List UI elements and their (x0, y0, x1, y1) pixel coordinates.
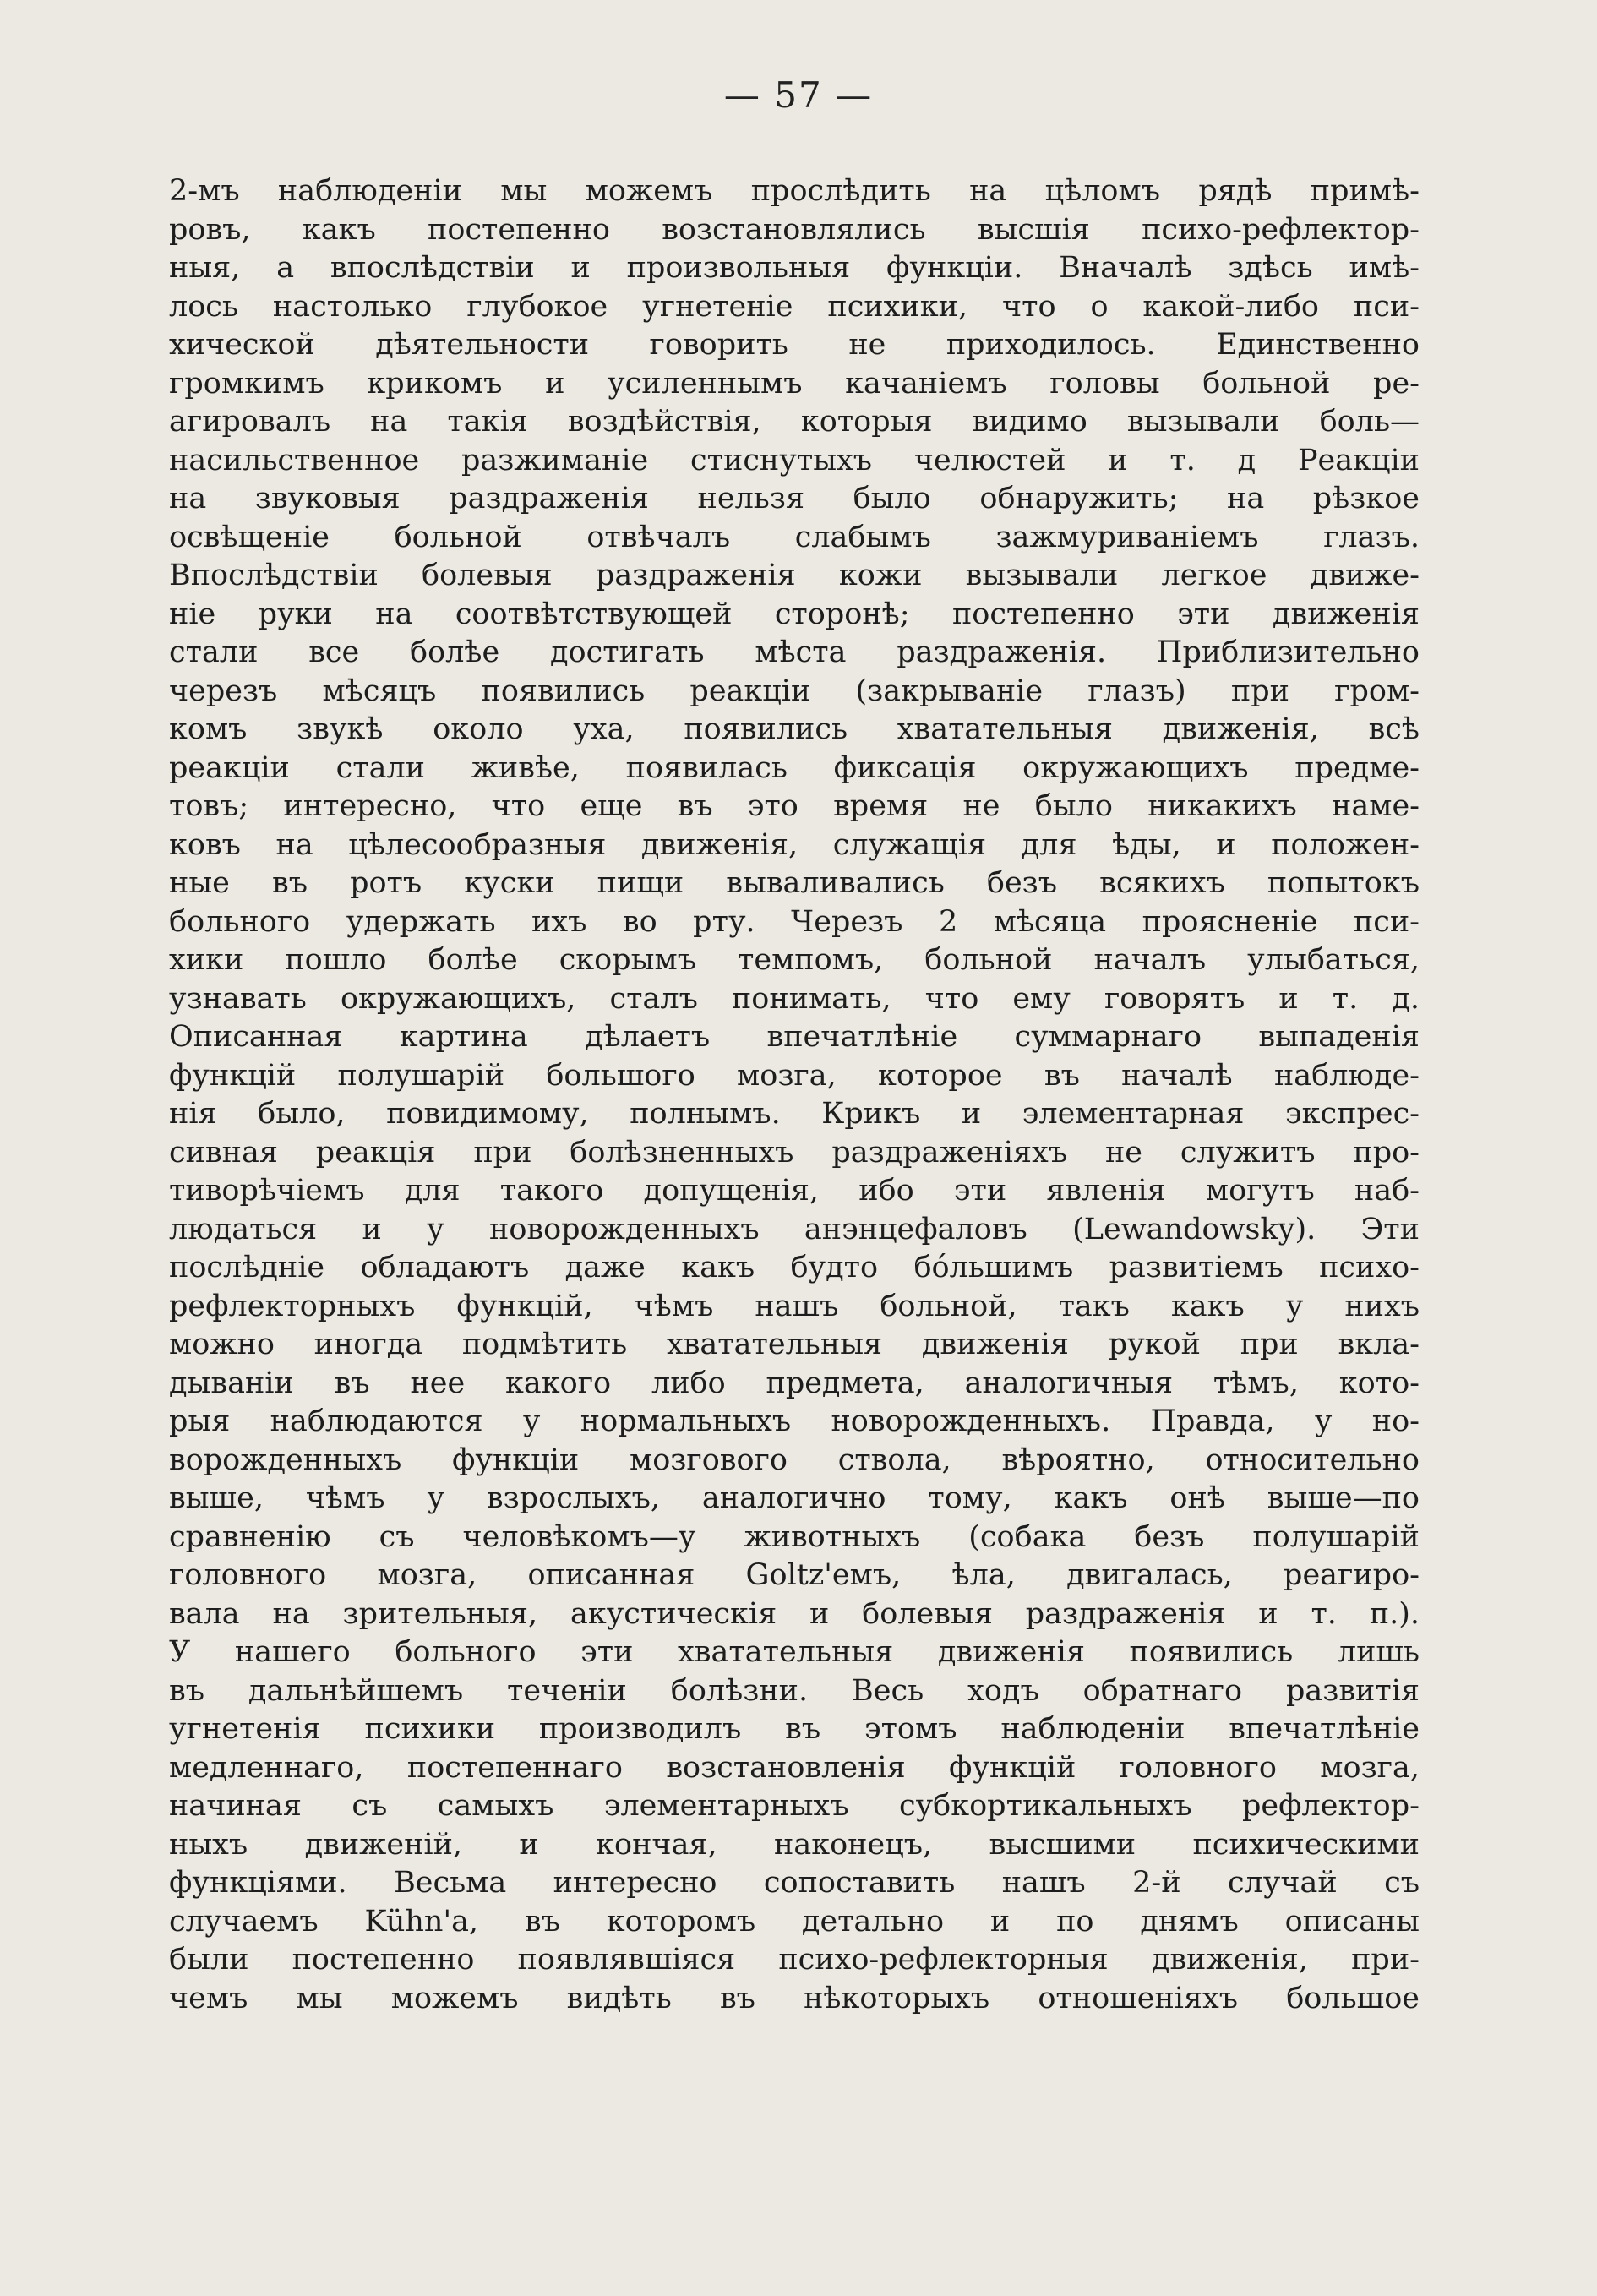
text-line: ныя, а впослѣдствіи и произвольныя функціи. Вначалѣ здѣсь имѣ- (169, 251, 1420, 285)
text-line: случаемъ Kühn'а, въ которомъ детально и по днямъ описаны (169, 1904, 1420, 1939)
text-line: вала на зрительныя, акустическія и болевыя раздраженія и т. п.). (169, 1596, 1420, 1631)
text-line: черезъ мѣсяцъ появились реакціи (закрываніе глазъ) при гром- (169, 674, 1420, 708)
page-number: — 57 — (723, 74, 874, 116)
text-line: хической дѣятельности говорить не приходилось. Единственно (169, 328, 1420, 362)
text-line: нія было, повидимому, полнымъ. Крикъ и элементарная экспрес- (169, 1097, 1420, 1131)
body-text (169, 172, 1420, 2018)
text-line: функціями. Весьма интересно сопоставить нашъ 2-й случай съ (169, 1866, 1420, 1900)
text-line: головного мозга, описанная Goltz'емъ, ѣла, двигалась, реагиро- (169, 1558, 1420, 1592)
text-line: послѣдніе обладаютъ даже какъ будто бо́льшимъ развитіемъ психо- (169, 1251, 1420, 1284)
text-line: сивная реакція при болѣзненныхъ раздраженіяхъ не служитъ про- (169, 1135, 1420, 1170)
text-line: ныхъ движеній, и кончая, наконецъ, высшими психическими (169, 1827, 1420, 1862)
text-line: комъ звукѣ около уха, появились хватательныя движенія, всѣ (169, 712, 1420, 746)
text-line: медленнаго, постепеннаго возстановленія функцій головного мозга, (169, 1750, 1420, 1785)
text-line: на звуковыя раздраженія нельзя было обнаружить; на рѣзкое (169, 482, 1420, 515)
text-line: стали все болѣе достигать мѣста раздраженія. Приблизительно (169, 635, 1420, 669)
text-line: Описанная картина дѣлаетъ впечатлѣніе суммарнаго выпаденія (169, 1020, 1420, 1054)
text-line: можно иногда подмѣтить хватательныя движенія рукой при вкла- (169, 1328, 1420, 1361)
text-line: были постепенно появлявшіяся психо-рефлекторныя движенія, при- (169, 1943, 1420, 1977)
text-line: людаться и у новорожденныхъ анэнцефаловъ (Lewandowsky). Эти (169, 1212, 1420, 1246)
text-line: функцій полушарій большого мозга, которое въ началѣ наблюде- (169, 1058, 1420, 1093)
text-line: 2-мъ наблюденіи мы можемъ прослѣдить на цѣломъ рядѣ примѣ- (169, 174, 1420, 208)
text-line: ворожденныхъ функціи мозгового ствола, вѣроятно, относительно (169, 1442, 1420, 1477)
text-line: реакціи стали живѣе, появилась фиксація окружающихъ предме- (169, 750, 1420, 785)
text-line: дываніи въ нее какого либо предмета, аналогичныя тѣмъ, кото- (169, 1366, 1420, 1400)
text-line: ные въ ротъ куски пищи вываливались безъ всякихъ попытокъ (169, 866, 1420, 900)
text-line: агировалъ на такія воздѣйствія, которыя видимо вызывали боль— (169, 405, 1420, 439)
text-line: сравненію съ человѣкомъ—у животныхъ (собака безъ полушарій (169, 1519, 1420, 1554)
text-line: чемъ мы можемъ видѣть въ нѣкоторыхъ отношеніяхъ большое (169, 1981, 1420, 2015)
text-line: товъ; интересно, что еще въ это время не было никакихъ наме- (169, 789, 1420, 823)
text-line: насильственное разжиманіе стиснутыхъ челюстей и т. д Реакціи (169, 443, 1420, 477)
text-line: выше, чѣмъ у взрослыхъ, аналогично тому, какъ онѣ выше—по (169, 1481, 1420, 1515)
text-line: ніе руки на соотвѣтствующей сторонѣ; постепенно эти движенія (169, 597, 1420, 631)
text-line: освѣщеніе больной отвѣчалъ слабымъ зажмуриваніемъ глазъ. (169, 520, 1420, 554)
text-line: рыя наблюдаются у нормальныхъ новорожденныхъ. Правда, у но- (169, 1404, 1420, 1438)
text-line: У нашего больного эти хватательныя движенія появились лишь (169, 1635, 1420, 1669)
text-line: больного удержать ихъ во рту. Черезъ 2 мѣсяца проясненіе пси- (169, 904, 1420, 939)
text-line: въ дальнѣйшемъ теченіи болѣзни. Весь ходъ обратнаго развитія (169, 1673, 1420, 1708)
text-line: рефлекторныхъ функцій, чѣмъ нашъ больной, такъ какъ у нихъ (169, 1289, 1420, 1323)
text-line: угнетенія психики производилъ въ этомъ наблюденіи впечатлѣніе (169, 1712, 1420, 1746)
text-line: громкимъ крикомъ и усиленнымъ качаніемъ головы больной ре- (169, 366, 1420, 401)
text-line: узнавать окружающихъ, сталъ понимать, что ему говорятъ и т. д. (169, 981, 1420, 1016)
text-line: тиворѣчіемъ для такого допущенія, ибо эти явленія могутъ наб- (169, 1174, 1420, 1208)
text-line: лось настолько глубокое угнетеніе психики, что о какой-либо пси- (169, 289, 1420, 324)
text-line: Впослѣдствіи болевыя раздраженія кожи вызывали легкое движе- (169, 559, 1420, 592)
text-line: начиная съ самыхъ элементарныхъ субкортикальныхъ рефлектор- (169, 1789, 1420, 1823)
text-line: ровъ, какъ постепенно возстановлялись высшія психо-рефлектор- (169, 212, 1420, 247)
text-line: хики пошло болѣе скорымъ темпомъ, больной началъ улыбаться, (169, 943, 1420, 977)
text-line: ковъ на цѣлесообразныя движенія, служащія для ѣды, и положен- (169, 827, 1420, 862)
